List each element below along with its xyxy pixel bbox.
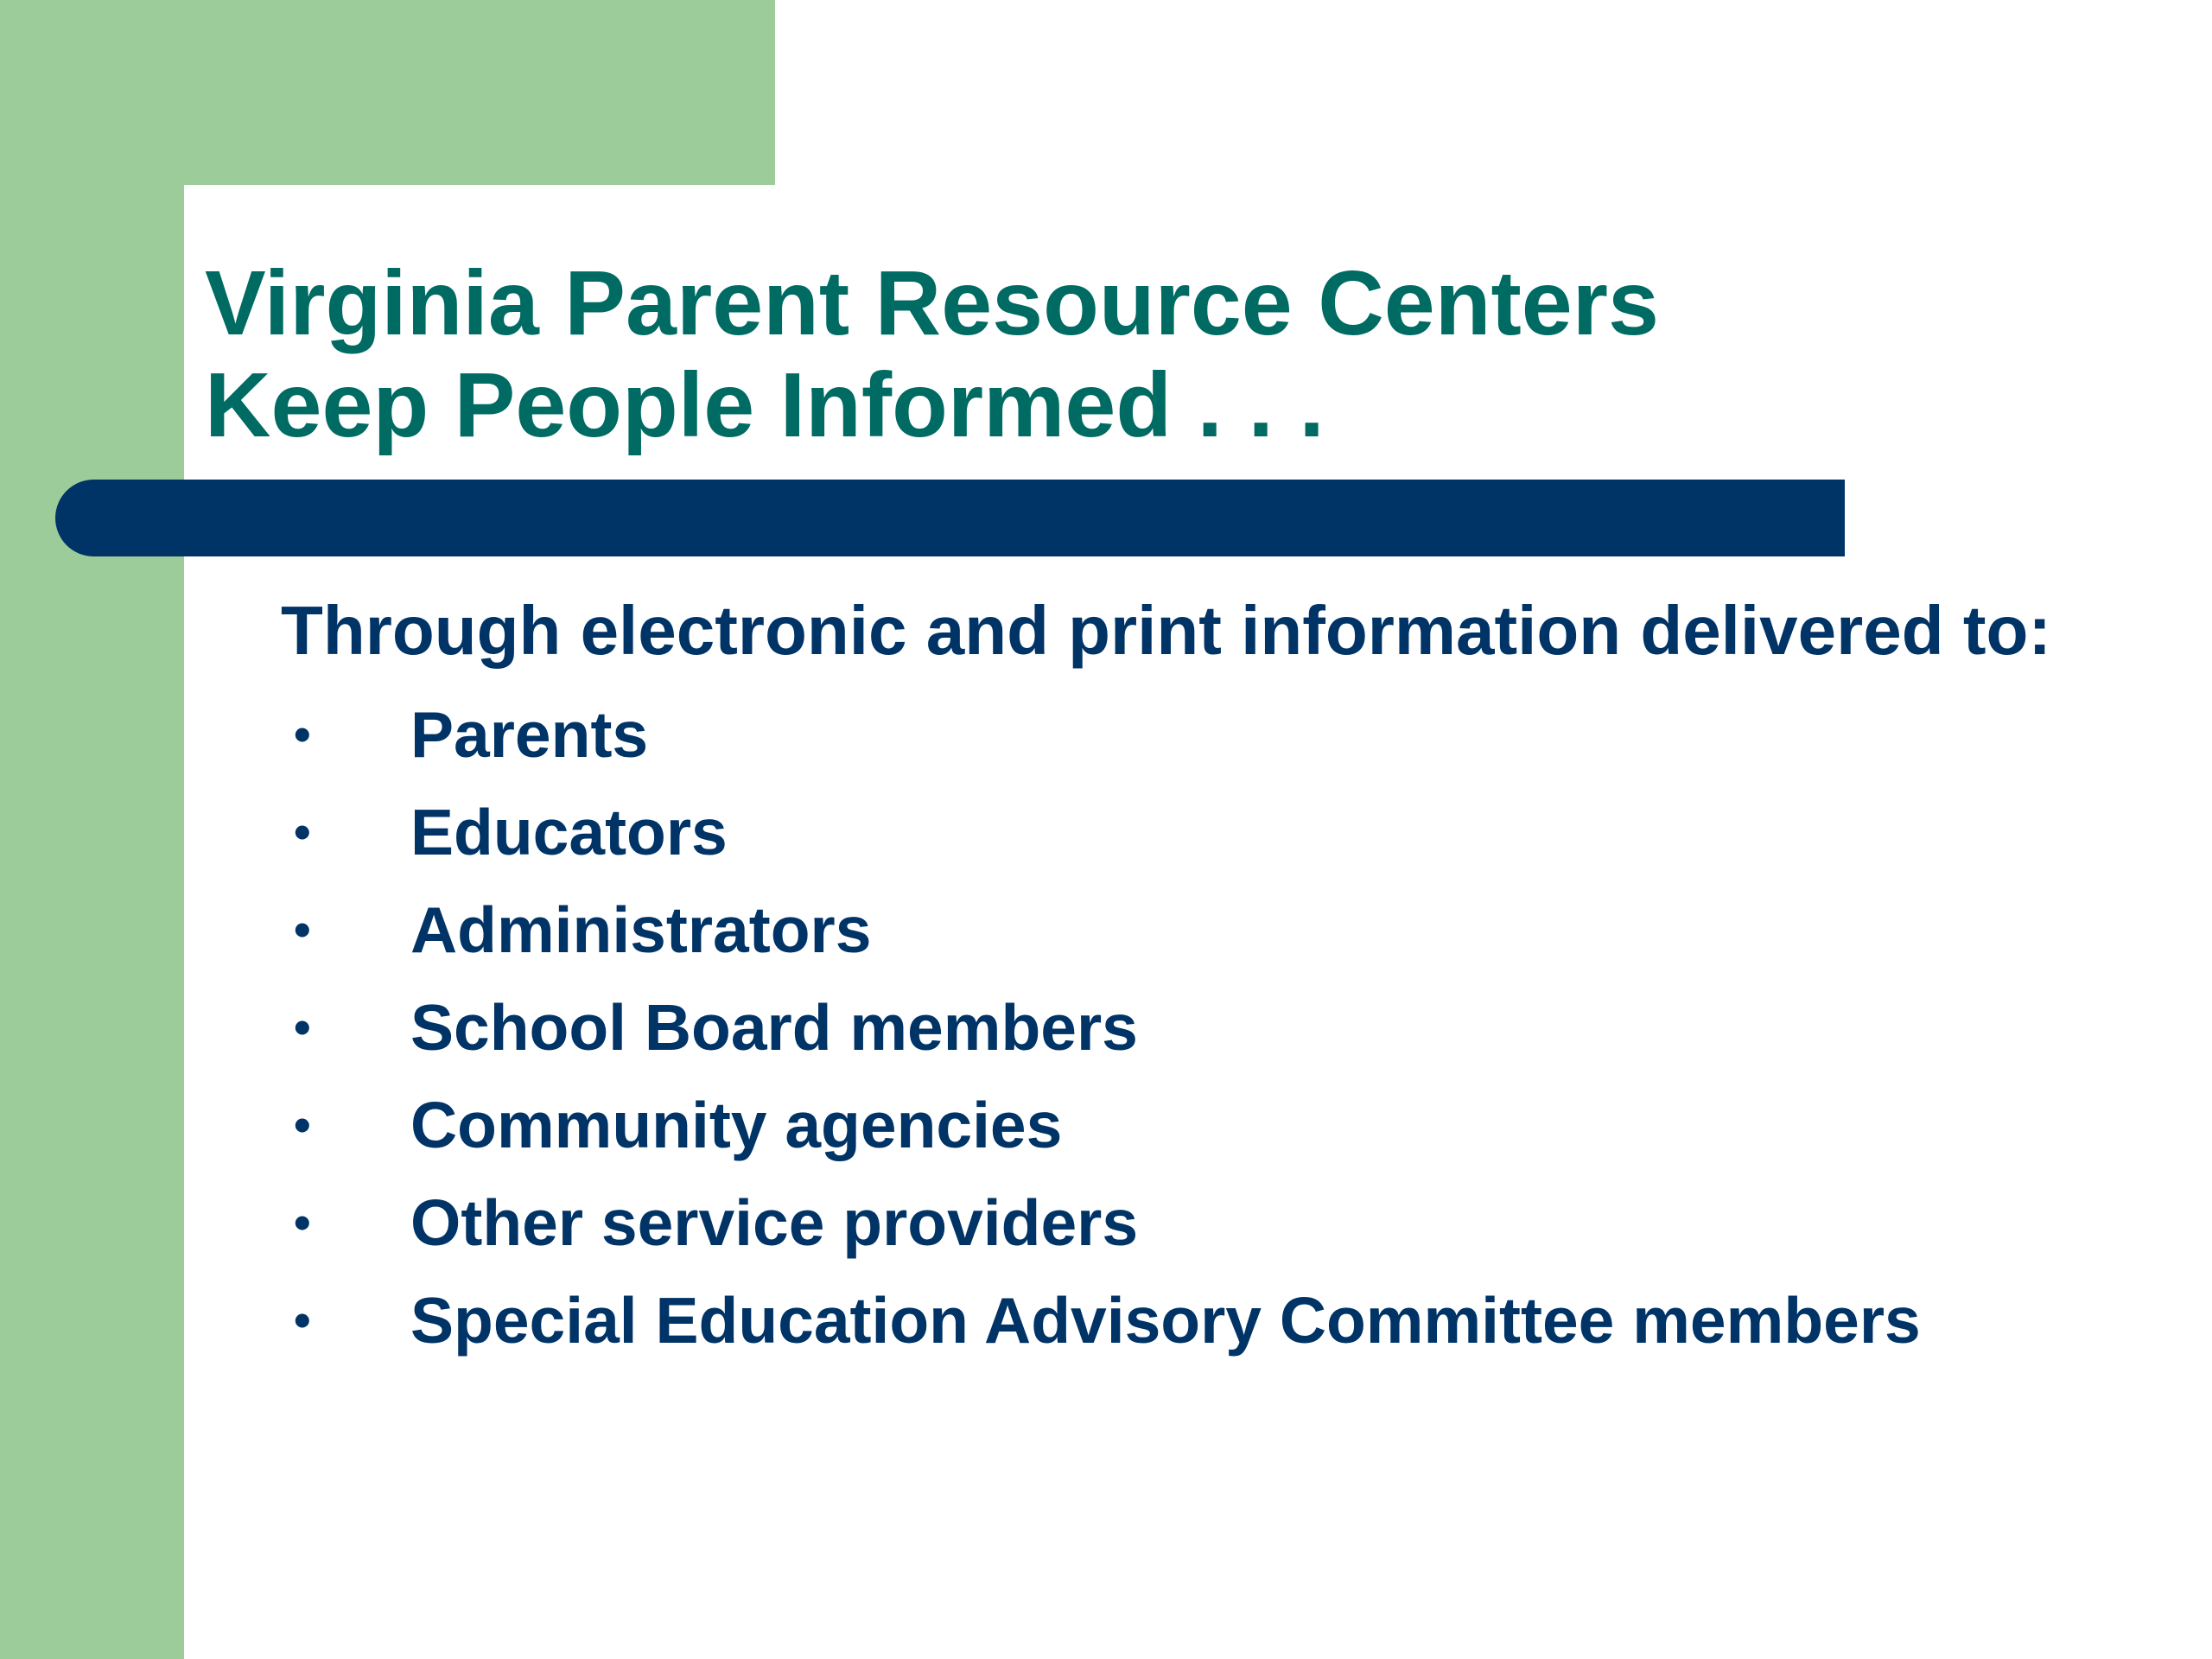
list-item [294,1082,1921,1179]
list-item-label: Other service providers [410,1186,1139,1259]
intro-text: Through electronic and print information delivered to: [281,592,2051,669]
list-item [294,789,1921,887]
list-item [294,691,1921,789]
list-item [294,887,1921,984]
audience-list [294,691,1921,1375]
title-divider-bar [55,480,1845,556]
list-item-label: Administrators [410,893,872,966]
slide-title-line-2: Keep People Informed . . . [205,354,1325,456]
list-item-label: School Board members [410,991,1138,1064]
bullet-icon: • [294,1097,311,1152]
bullet-icon: • [294,1293,311,1347]
list-item [294,1179,1921,1277]
green-side-band [0,0,184,1659]
list-item-label: Special Education Advisory Committee members [410,1284,1921,1357]
list-item-label: Educators [410,796,728,868]
list-item [294,984,1921,1082]
bullet-icon: • [294,1195,311,1249]
slide-title-line-1: Virginia Parent Resource Centers [205,252,1659,354]
bullet-icon: • [294,707,311,761]
list-item [294,1277,1921,1375]
slide-title [205,252,1659,456]
bullet-icon: • [294,804,311,859]
bullet-icon: • [294,902,311,957]
list-item-label: Parents [410,698,649,771]
list-item-label: Community agencies [410,1089,1063,1161]
bullet-icon: • [294,1000,311,1054]
